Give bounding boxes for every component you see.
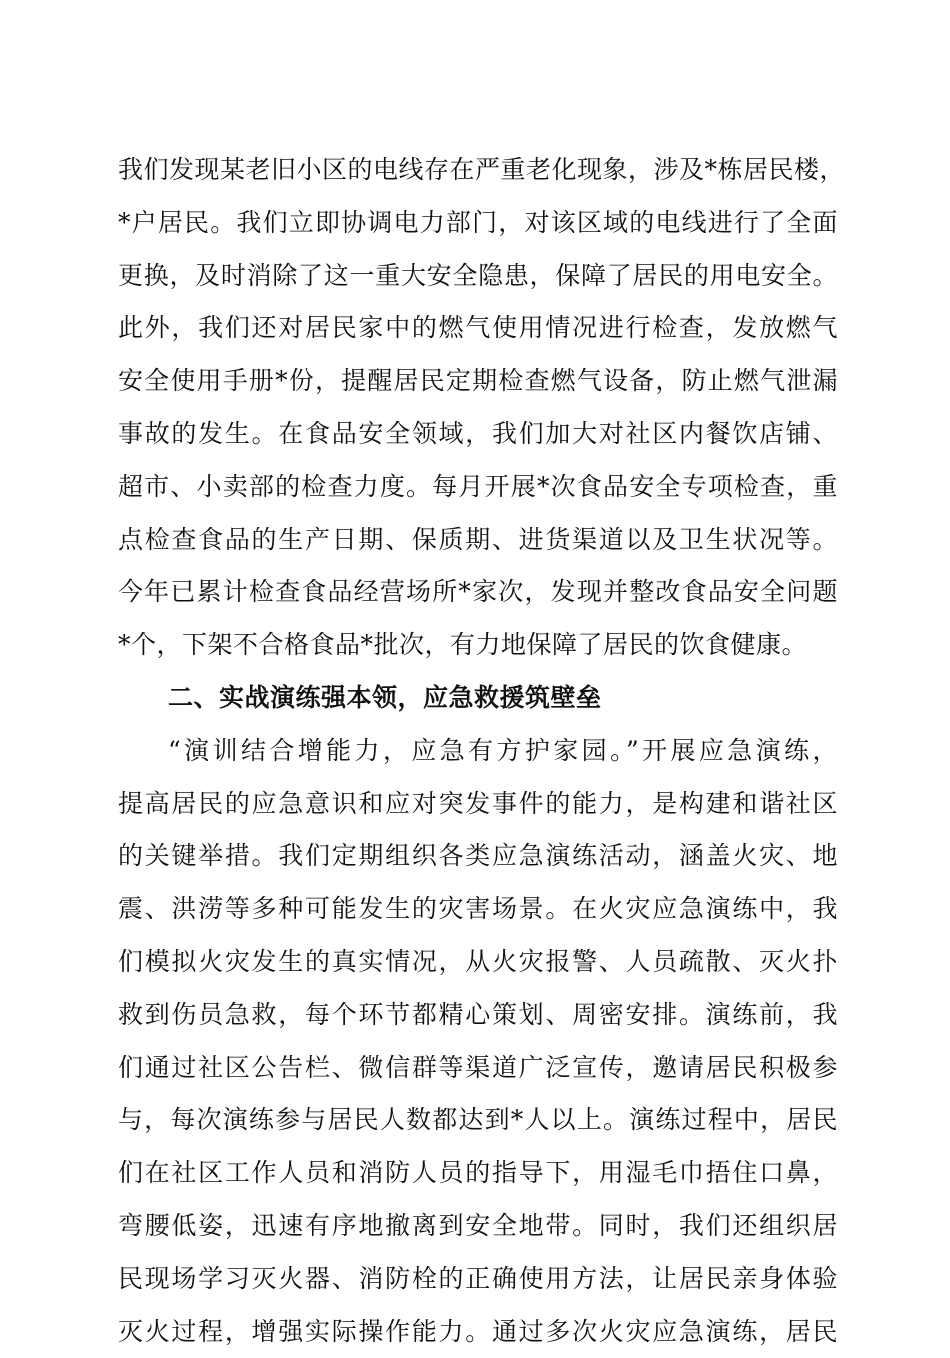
- text-line: 与，每次演练参与居民人数都达到*人以上。演练过程中，居民: [118, 1105, 838, 1135]
- text-line: 的关键举措。我们定期组织各类应急演练活动，涵盖火灾、地: [118, 841, 838, 871]
- text-line: 们在社区工作人员和消防人员的指导下，用湿毛巾捂住口鼻，: [118, 1158, 838, 1188]
- paragraph-emergency-drills: [118, 725, 838, 1358]
- document-body: [118, 144, 846, 1358]
- text-line: 事故的发生。在食品安全领域，我们加大对社区内餐饮店铺、: [118, 418, 838, 448]
- text-line: 们通过社区公告栏、微信群等渠道广泛宣传，邀请居民积极参: [118, 1052, 838, 1082]
- text-line: 民现场学习灭火器、消防栓的正确使用方法，让居民亲身体验: [118, 1263, 838, 1293]
- text-line: 救到伤员急救，每个环节都精心策划、周密安排。演练前，我: [118, 999, 838, 1029]
- text-line: 灭火过程，增强实际操作能力。通过多次火灾应急演练，居民: [118, 1316, 838, 1346]
- text-line: 弯腰低姿，迅速有序地撤离到安全地带。同时，我们还组织居: [118, 1210, 838, 1240]
- text-line: 提高居民的应急意识和应对突发事件的能力，是构建和谐社区: [118, 788, 838, 818]
- section-heading: 二、实战演练强本领，应急救援筑壁垒: [168, 682, 602, 712]
- text-line: *户居民。我们立即协调电力部门，对该区域的电线进行了全面: [118, 207, 838, 237]
- text-line: 更换，及时消除了这一重大安全隐患，保障了居民的用电安全。: [118, 260, 838, 290]
- paragraph-safety-inspections: [118, 144, 846, 672]
- text-line: 震、洪涝等多种可能发生的灾害场景。在火灾应急演练中，我: [118, 894, 838, 924]
- text-line: 安全使用手册*份，提醒居民定期检查燃气设备，防止燃气泄漏: [118, 366, 838, 396]
- text-line: 今年已累计检查食品经营场所*家次，发现并整改食品安全问题: [118, 577, 838, 607]
- text-line: *个，下架不合格食品*批次，有力地保障了居民的饮食健康。: [118, 630, 808, 660]
- text-line: 超市、小卖部的检查力度。每月开展*次食品安全专项检查，重: [118, 471, 838, 501]
- text-line: 点检查食品的生产日期、保质期、进货渠道以及卫生状况等。: [118, 524, 838, 554]
- text-line: 们模拟火灾发生的真实情况，从火灾报警、人员疏散、灭火扑: [118, 946, 838, 976]
- text-line: 我们发现某老旧小区的电线存在严重老化现象，涉及*栋居民楼，: [118, 155, 846, 184]
- text-line: “演训结合增能力，应急有方护家园。”开展应急演练，: [168, 735, 838, 765]
- text-line: 此外，我们还对居民家中的燃气使用情况进行检查，发放燃气: [118, 313, 838, 343]
